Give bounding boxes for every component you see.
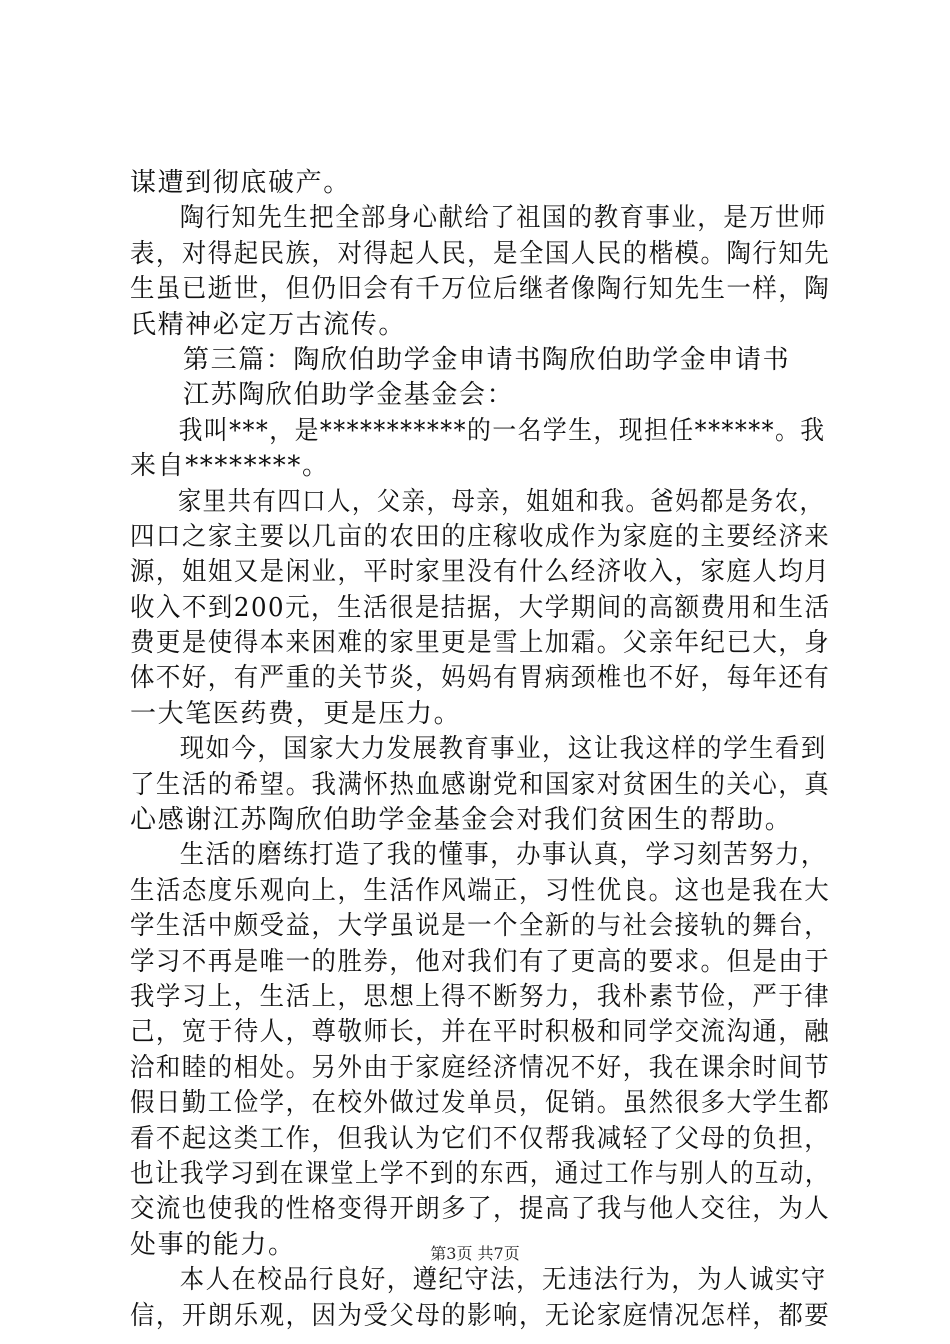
text-line: 信，开朗乐观，因为受父母的影响，无论家庭情况怎样，都要	[130, 1300, 831, 1331]
text-line: 假日勤工俭学，在校外做过发单员，促销。虽然很多大学生都	[130, 1088, 831, 1119]
text-line: 生活的磨练打造了我的懂事，办事认真，学习刻苦努力，	[179, 840, 827, 871]
text-line: 氏精神必定万古流传。	[130, 309, 407, 340]
text-line: 己，宽于待人，尊敬师长，并在平时积极和同学交流沟通，融	[130, 1017, 831, 1048]
text-line: 生活态度乐观向上，生活作风端正，习性优良。这也是我在大	[130, 875, 831, 906]
text-line: 来自********。	[130, 451, 330, 482]
text-line: 我学习上，生活上，思想上得不断努力，我朴素节俭，严于律	[130, 981, 831, 1012]
text-line: 了生活的希望。我满怀热血感谢党和国家对贫困生的关心，真	[130, 769, 831, 800]
text-line: 看不起这类工作，但我认为它们不仅帮我减轻了父母的负担，	[130, 1123, 831, 1154]
text-line: 现如今，国家大力发展教育事业，这让我这样的学生看到	[179, 734, 827, 765]
text-line: 家里共有四口人，父亲，母亲，姐姐和我。爸妈都是务农，	[177, 486, 825, 517]
text-line: 谋遭到彻底破产。	[130, 168, 351, 198]
text-line: 生虽已逝世，但仍旧会有千万位后继者像陶行知先生一样，陶	[130, 274, 831, 305]
text-line: 本人在校品行良好，遵纪守法，无违法行为，为人诚实守	[179, 1265, 827, 1296]
page-number-footer: 第3页 共7页	[430, 1244, 520, 1263]
text-line: 源，姐姐又是闲业，平时家里没有什么经济收入，家庭人均月	[130, 557, 831, 588]
text-line: 一大笔医药费，更是压力。	[130, 698, 462, 729]
text-line: 江苏陶欣伯助学金基金会：	[183, 380, 515, 411]
text-line: 交流也使我的性格变得开朗多了，提高了我与他人交往，为人	[130, 1194, 831, 1225]
text-line: 表，对得起民族，对得起人民，是全国人民的楷模。陶行知先	[130, 238, 831, 269]
text-line: 学习不再是唯一的胜券，他对我们有了更高的要求。但是由于	[130, 946, 831, 977]
text-line: 体不好，有严重的关节炎，妈妈有胃病颈椎也不好，每年还有	[130, 663, 831, 694]
text-line: 学生活中颇受益，大学虽说是一个全新的与社会接轨的舞台，	[130, 911, 831, 942]
text-line: 第三篇：陶欣伯助学金申请书陶欣伯助学金申请书	[183, 344, 791, 375]
text-line: 费更是使得本来困难的家里更是雪上加霜。父亲年纪已大，身	[130, 628, 831, 659]
text-line: 处事的能力。	[130, 1229, 296, 1260]
text-line: 心感谢江苏陶欣伯助学金基金会对我们贫困生的帮助。	[130, 805, 793, 836]
text-line: 收入不到200元，生活很是拮据，大学期间的高额费用和生活	[130, 592, 831, 623]
text-line: 四口之家主要以几亩的农田的庄稼收成作为家庭的主要经济来	[130, 521, 831, 552]
text-line: 陶行知先生把全部身心献给了祖国的教育事业，是万世师	[179, 203, 827, 234]
document-body	[130, 166, 830, 1334]
text-line: 我叫***，是***********的一名学生，现担任******。我	[178, 415, 826, 446]
text-line: 也让我学习到在课堂上学不到的东西，通过工作与别人的互动，	[130, 1158, 830, 1189]
text-line: 洽和睦的相处。另外由于家庭经济情况不好，我在课余时间节	[130, 1052, 831, 1083]
